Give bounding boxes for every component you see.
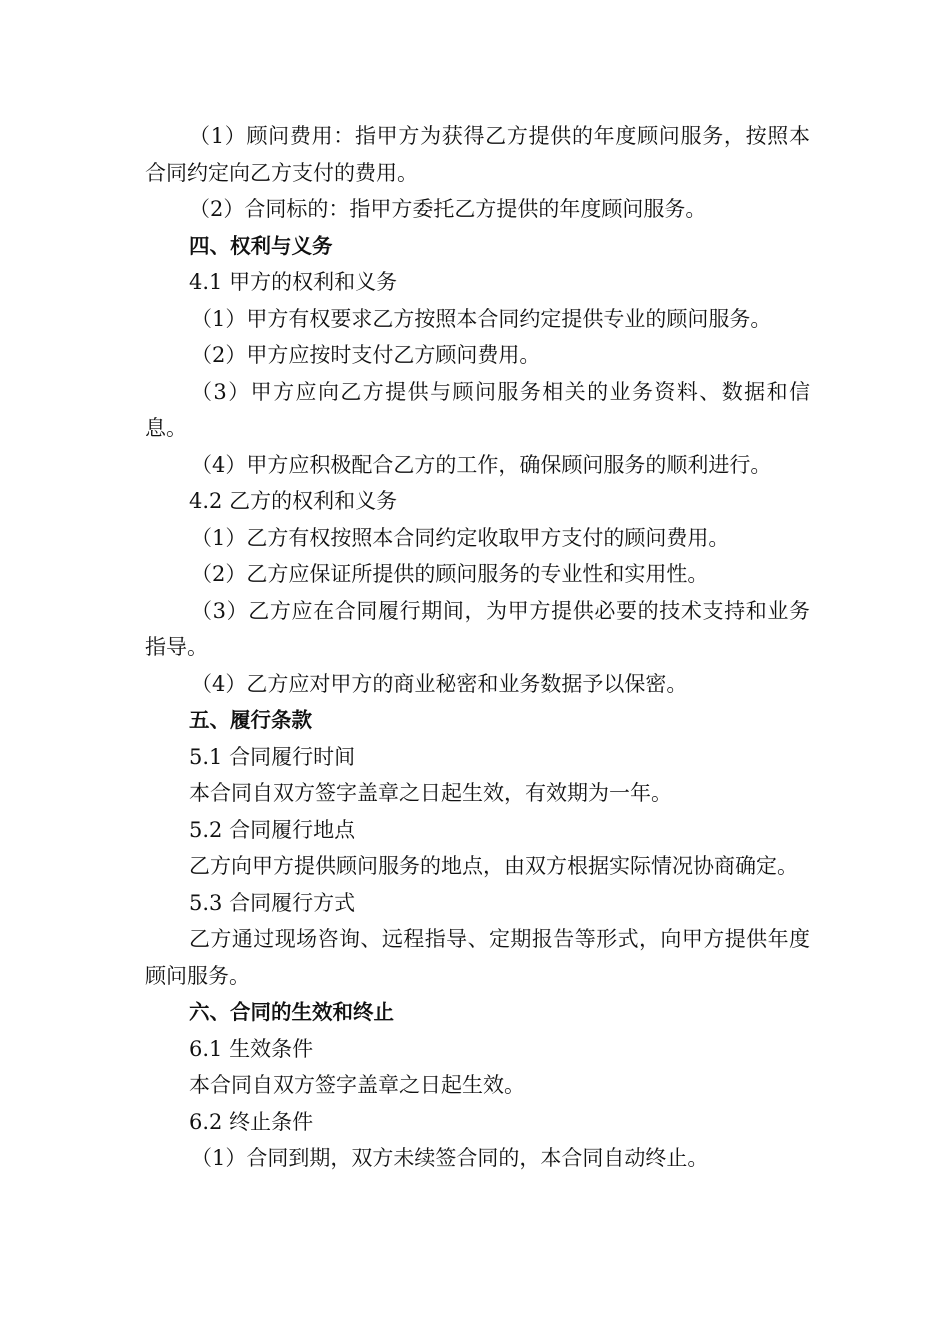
paragraph-performance-place: 乙方向甲方提供顾问服务的地点，由双方根据实际情况协商确定。 — [189, 854, 798, 878]
subsection-performance-place: 5.2 合同履行地点 — [189, 817, 356, 842]
paragraph-performance-method: 乙方通过现场咨询、远程指导、定期报告等形式，向甲方提供年度顾问服务。 — [145, 927, 810, 988]
section-heading-rights-obligations: 四、权利与义务 — [189, 233, 333, 258]
list-item: （1）合同到期，双方未续签合同的，本合同自动终止。 — [191, 1146, 709, 1170]
section-heading-performance: 五、履行条款 — [189, 708, 312, 732]
list-item: （4）乙方应对甲方的商业秘密和业务数据予以保密。 — [191, 671, 688, 696]
list-item: （2）甲方应按时支付乙方顾问费用。 — [191, 343, 541, 367]
paragraph-consulting-fee: （1）顾问费用：指甲方为获得乙方提供的年度顾问服务，按照本合同约定向乙方支付的费用。 — [145, 124, 810, 185]
list-item: （4）甲方应积极配合乙方的工作，确保顾问服务的顺利进行。 — [191, 452, 772, 477]
subsection-termination-conditions: 6.2 终止条件 — [189, 1109, 314, 1134]
paragraph-performance-time: 本合同自双方签字盖章之日起生效，有效期为一年。 — [189, 781, 672, 805]
list-item: （3）甲方应向乙方提供与顾问服务相关的业务资料、数据和信息。 — [145, 379, 810, 440]
list-item: （3）乙方应在合同履行期间，为甲方提供必要的技术支持和业务指导。 — [145, 598, 810, 659]
section-heading-effect-termination: 六、合同的生效和终止 — [189, 1000, 394, 1024]
subsection-performance-method: 5.3 合同履行方式 — [189, 890, 356, 915]
list-item: （1）乙方有权按照本合同约定收取甲方支付的顾问费用。 — [191, 525, 730, 550]
subsection-effective-conditions: 6.1 生效条件 — [189, 1036, 314, 1061]
subsection-performance-time: 5.1 合同履行时间 — [189, 744, 356, 769]
document-body — [145, 118, 810, 1177]
list-item: （1）甲方有权要求乙方按照本合同约定提供专业的顾问服务。 — [191, 306, 772, 331]
paragraph-effective-conditions: 本合同自双方签字盖章之日起生效。 — [189, 1073, 525, 1097]
subsection-party-b-rights: 4.2 乙方的权利和义务 — [189, 489, 398, 513]
list-item: （2）乙方应保证所提供的顾问服务的专业性和实用性。 — [191, 562, 709, 586]
paragraph-contract-subject: （2）合同标的：指甲方委托乙方提供的年度顾问服务。 — [189, 197, 707, 221]
subsection-party-a-rights: 4.1 甲方的权利和义务 — [189, 270, 398, 294]
